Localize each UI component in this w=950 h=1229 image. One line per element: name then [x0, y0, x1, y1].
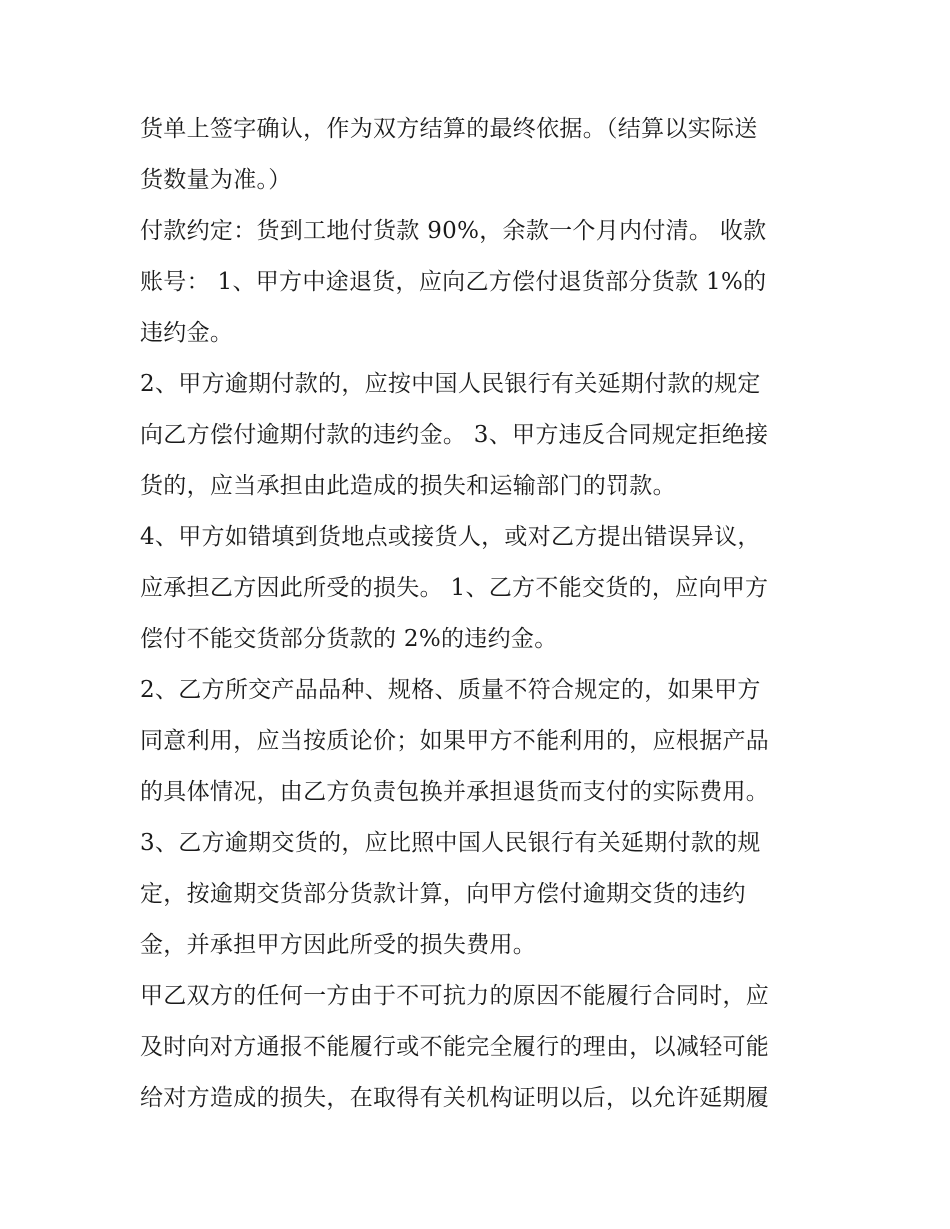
text-line: 4、甲方如错填到货地点或接货人，或对乙方提出错误异议， [140, 524, 761, 550]
text-line: 货的，应当承担由此造成的损失和运输部门的罚款。 [140, 473, 676, 499]
text-line: 应承担乙方因此所受的损失。 1、乙方不能交货的，应向甲方 [140, 575, 769, 601]
text-line: 金，并承担甲方因此所受的损失费用。 [140, 932, 537, 958]
text-line: 的具体情况，由乙方负责包换并承担退货而支付的实际费用。 [140, 779, 770, 805]
paragraph-buyer-wrong-address [140, 512, 830, 665]
text-line: 2、乙方所交产品品种、规格、质量不符合规定的，如果甲方 [140, 677, 761, 703]
text-line: 付款约定：货到工地付货款 90%，余款一个月内付清。 收款 [140, 218, 767, 244]
paragraph-seller-late-delivery [140, 818, 830, 971]
text-line: 甲乙双方的任何一方由于不可抗力的原因不能履行合同时，应 [140, 983, 770, 1009]
paragraph-delivery-confirmation [140, 104, 830, 206]
paragraph-payment-terms [140, 206, 830, 359]
text-line: 偿付不能交货部分货款的 2%的违约金。 [140, 626, 558, 652]
text-line: 货单上签字确认，作为双方结算的最终依据。（结算以实际送 [140, 116, 758, 142]
document-body [140, 104, 830, 1124]
text-line: 账号： 1、甲方中途退货，应向乙方偿付退货部分货款 1%的 [140, 269, 767, 295]
text-line: 向乙方偿付逾期付款的违约金。 3、甲方违反合同规定拒绝接 [140, 422, 769, 448]
text-line: 违约金。 [140, 320, 234, 346]
text-line: 2、甲方逾期付款的，应按中国人民银行有关延期付款的规定 [140, 371, 761, 397]
paragraph-seller-quality [140, 665, 830, 818]
text-line: 定，按逾期交货部分货款计算，向甲方偿付逾期交货的违约 [140, 881, 746, 907]
text-line: 3、乙方逾期交货的，应比照中国人民银行有关延期付款的规 [140, 830, 761, 856]
text-line: 及时向对方通报不能履行或不能完全履行的理由，以减轻可能 [140, 1034, 770, 1060]
text-line: 货数量为准。） [140, 167, 292, 193]
paragraph-force-majeure [140, 971, 830, 1124]
paragraph-buyer-late-payment [140, 359, 830, 512]
text-line: 同意利用，应当按质论价；如果甲方不能利用的，应根据产品 [140, 728, 770, 754]
text-line: 给对方造成的损失，在取得有关机构证明以后，以允许延期履 [140, 1085, 770, 1111]
